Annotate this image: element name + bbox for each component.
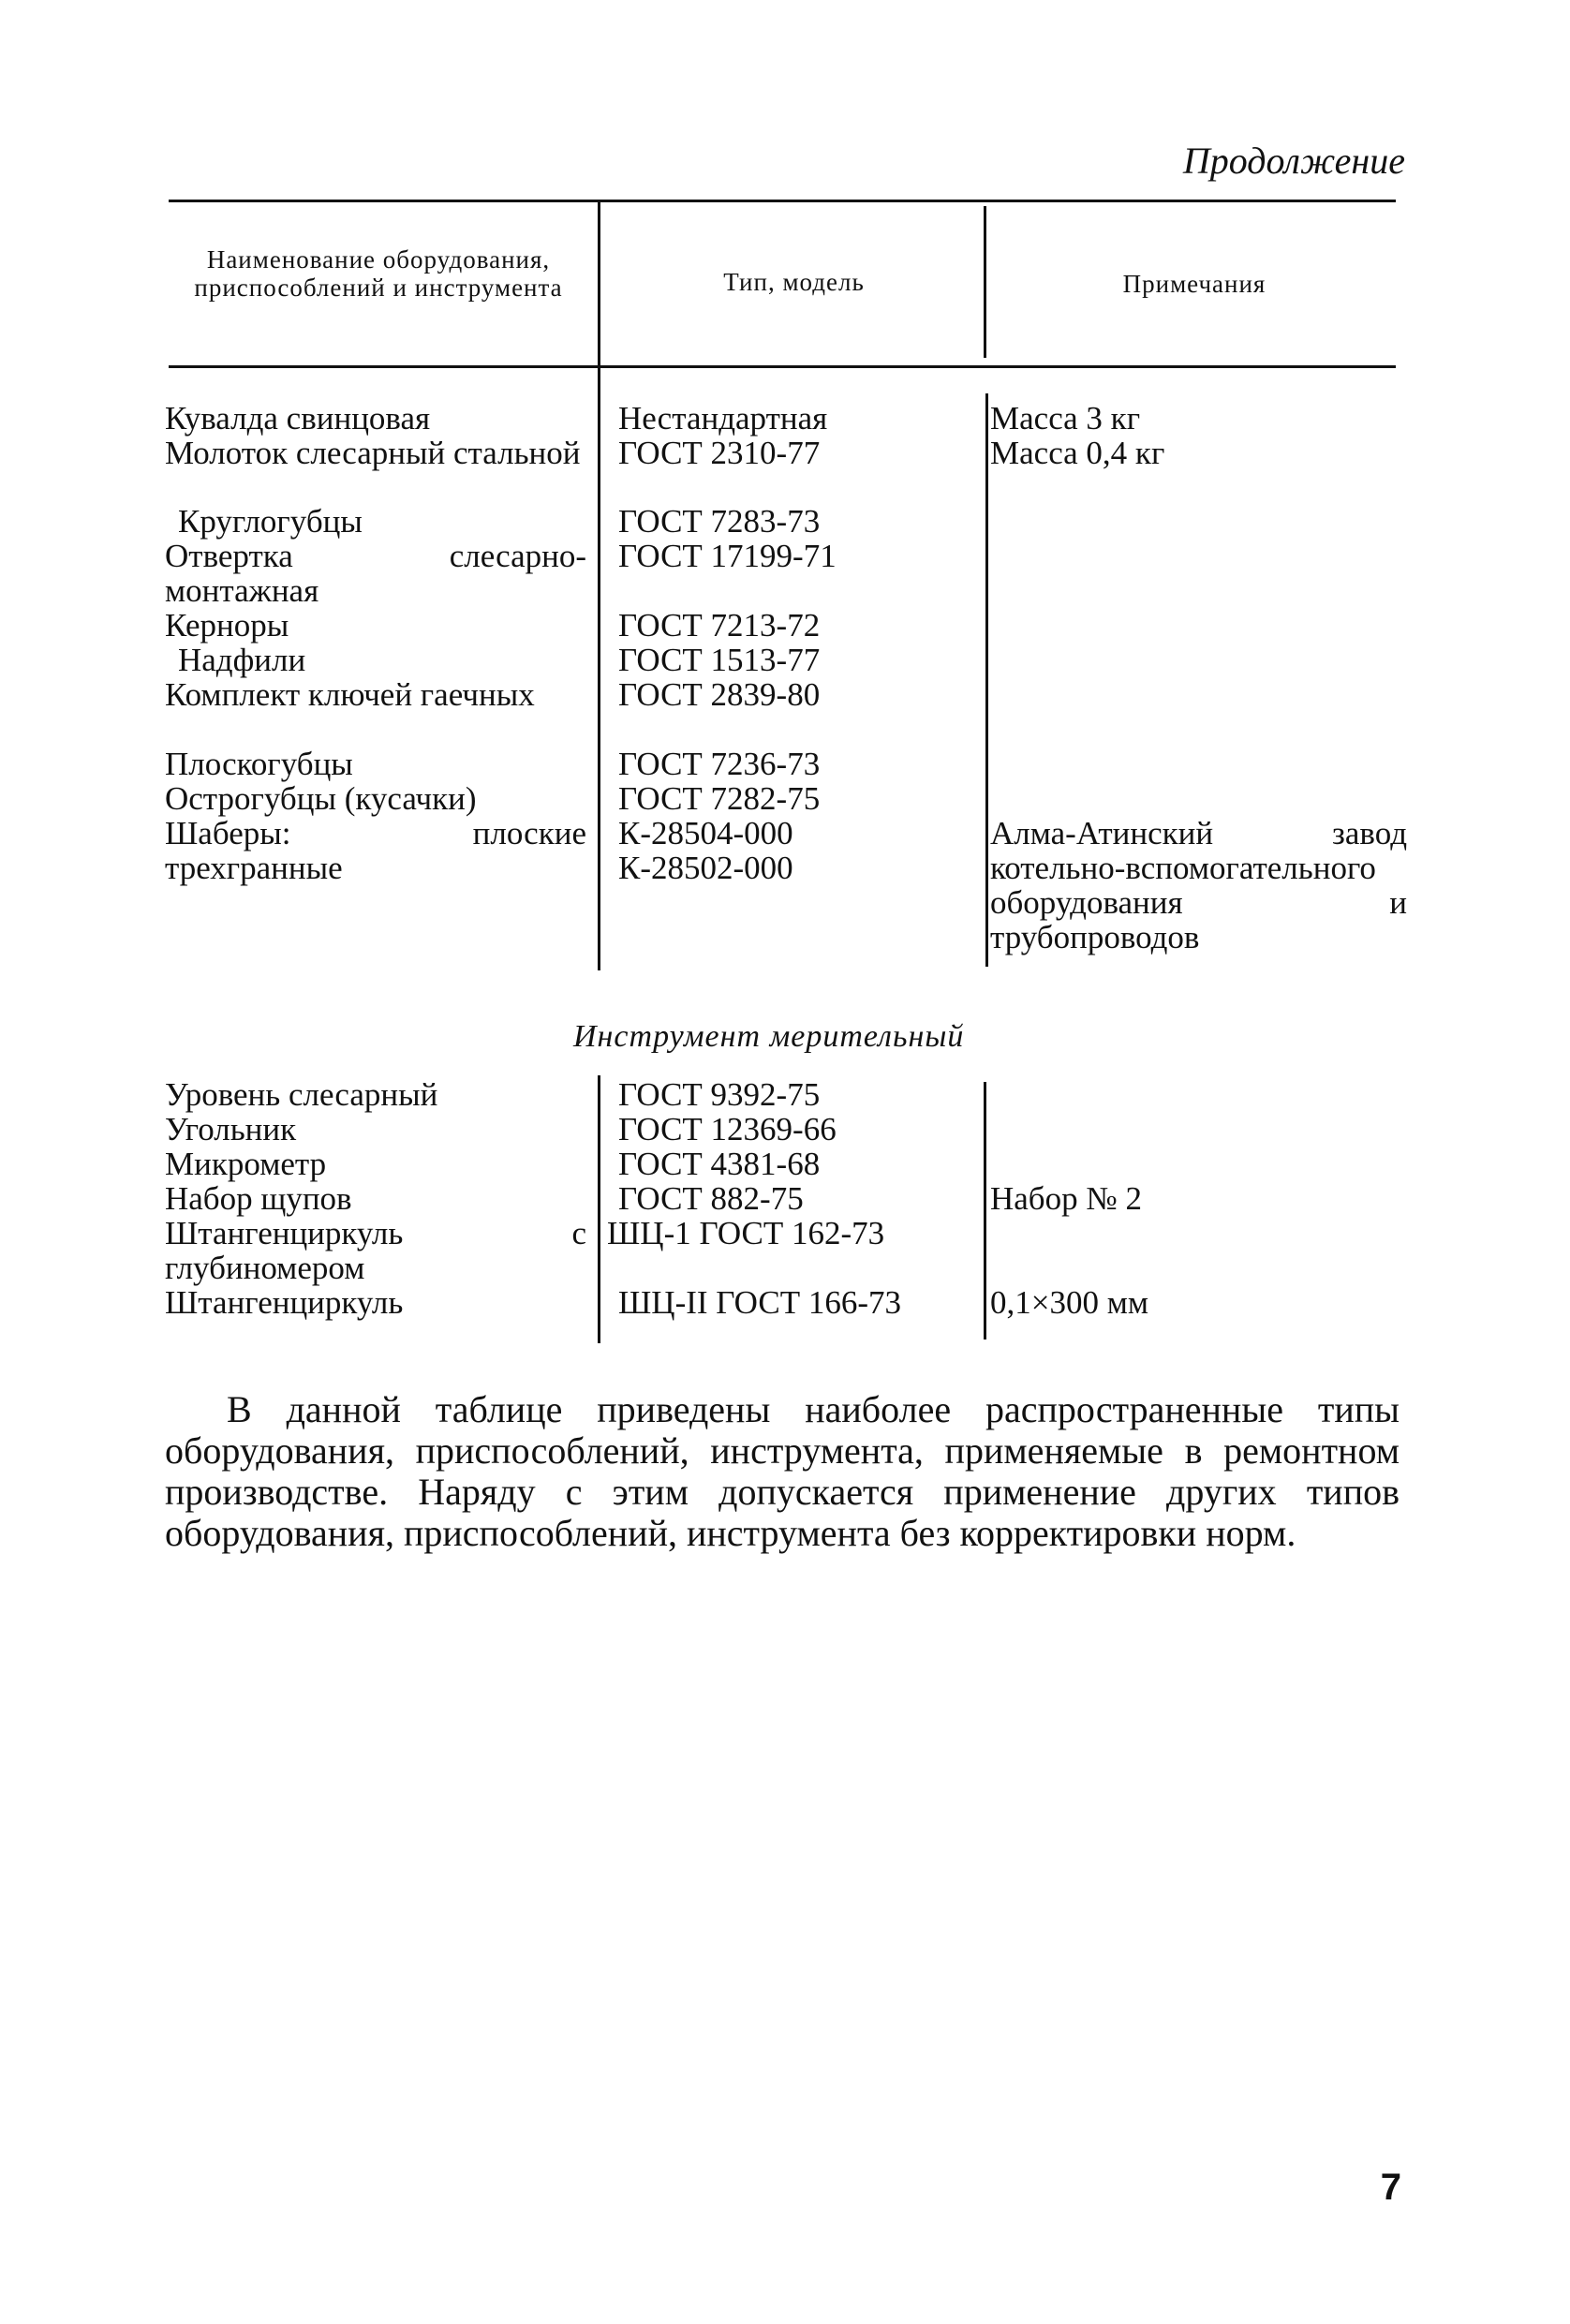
row-model: ГОСТ 17199-71 bbox=[618, 538, 837, 574]
row-model: ГОСТ 7283-73 bbox=[618, 503, 821, 540]
row-note: Масса 0,4 кг bbox=[990, 435, 1165, 471]
row-model: ГОСТ 7236-73 bbox=[618, 746, 821, 782]
column-divider bbox=[598, 1075, 600, 1343]
row-note: 0,1×300 мм bbox=[990, 1284, 1149, 1321]
row-name: Плоскогубцы bbox=[165, 746, 353, 782]
row-name: Молоток слесарный стальной bbox=[165, 435, 581, 471]
row-name: Микрометр bbox=[165, 1146, 327, 1182]
row-name: Уровень слесарный bbox=[165, 1076, 438, 1113]
row-model: ГОСТ 12369-66 bbox=[618, 1111, 837, 1147]
row-name: Круглогубцы bbox=[178, 503, 363, 540]
row-model: ГОСТ 882-75 bbox=[618, 1180, 804, 1217]
row-name: Керноры bbox=[165, 607, 289, 644]
row-note: Алма-Атинский завод котельно-вспомогательного оборудования и трубопроводов bbox=[990, 815, 1407, 955]
row-name: Острогубцы (кусачки) bbox=[165, 780, 477, 817]
row-model: ГОСТ 2310-77 bbox=[618, 435, 821, 471]
row-name: Набор щупов bbox=[165, 1180, 352, 1217]
row-model: ШЦ-II ГОСТ 166-73 bbox=[618, 1284, 901, 1321]
row-note: Набор № 2 bbox=[990, 1180, 1143, 1217]
row-name: Отвертка слесарно-монтажная bbox=[165, 538, 586, 609]
row-model: ГОСТ 7282-75 bbox=[618, 780, 821, 817]
row-name: Штангенциркуль bbox=[165, 1284, 404, 1321]
row-note: Масса 3 кг bbox=[990, 400, 1141, 437]
column-header-model: Тип, модель bbox=[723, 268, 865, 296]
row-model: Нестандартная bbox=[618, 400, 828, 437]
row-name: Кувалда свинцовая bbox=[165, 400, 431, 437]
table-top-rule bbox=[169, 200, 1396, 202]
row-model: ГОСТ 4381-68 bbox=[618, 1146, 821, 1182]
row-model: ГОСТ 2839-80 bbox=[618, 676, 821, 713]
row-name: Штангенциркуль с глубиномером bbox=[165, 1215, 586, 1286]
row-model: К-28502-000 bbox=[618, 850, 793, 886]
row-model: ГОСТ 7213-72 bbox=[618, 607, 821, 644]
row-name: Комплект ключей гаечных bbox=[165, 676, 535, 713]
column-header-name: Наименование оборудования, приспособлений и инструмента bbox=[194, 245, 563, 302]
row-model: К-28504-000 bbox=[618, 815, 793, 851]
section-title: Инструмент мерительный bbox=[573, 1019, 965, 1054]
column-divider bbox=[598, 202, 600, 970]
row-model: ШЦ-1 ГОСТ 162-73 bbox=[607, 1215, 885, 1251]
column-header-notes: Примечания bbox=[1122, 270, 1266, 298]
body-paragraph: В данной таблице приведены наиболее распространенные типы оборудования, приспособлений, инструмента, применяемые в ремонтном производстве. Наряду с этим допускается применение других типов оборудования, приспособлений, инструмента без корректировки норм. bbox=[165, 1388, 1400, 1554]
row-name: Шаберы: плоские трехгранные bbox=[165, 815, 586, 886]
continuation-label: Продолжение bbox=[1182, 140, 1405, 182]
table-header-rule bbox=[169, 365, 1396, 368]
row-model: ГОСТ 9392-75 bbox=[618, 1076, 821, 1113]
row-model: ГОСТ 1513-77 bbox=[618, 642, 821, 678]
row-name: Угольник bbox=[165, 1111, 297, 1147]
page-number: 7 bbox=[1380, 2167, 1401, 2208]
row-name: Надфили bbox=[178, 642, 306, 678]
column-divider bbox=[984, 206, 986, 358]
